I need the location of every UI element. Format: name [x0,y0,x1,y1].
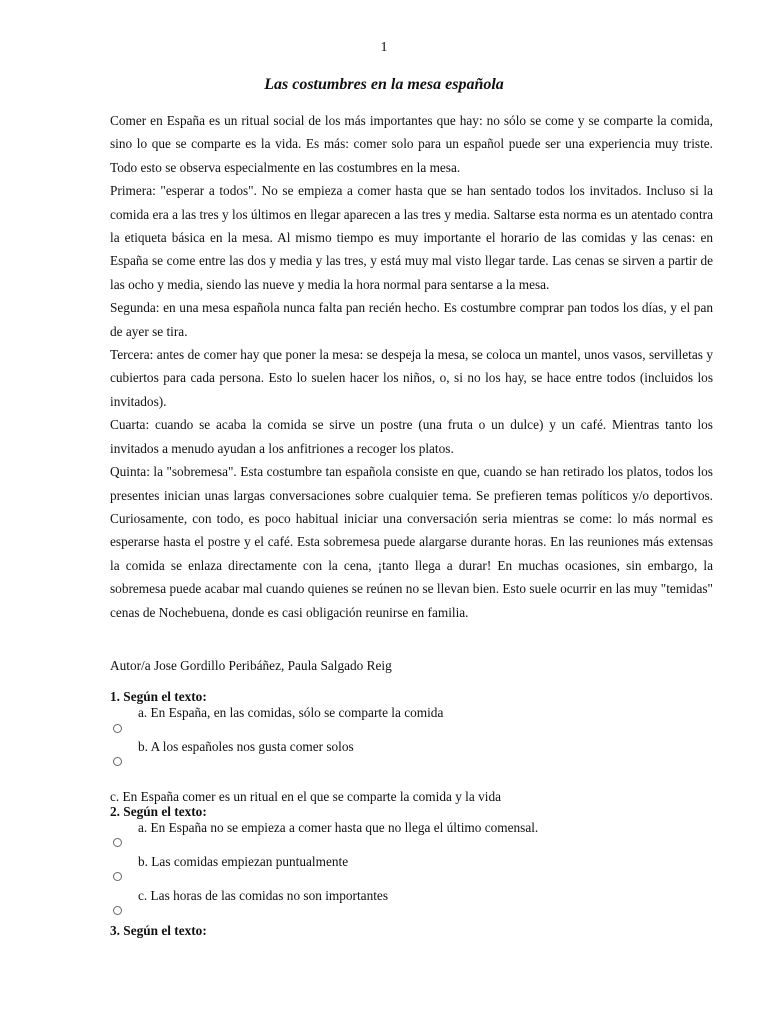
question-2-option-a-radio[interactable] [113,838,122,847]
question-2-heading: 2. Según el texto: [110,804,207,819]
question-3-heading: 3. Según el texto: [110,923,207,938]
custom-fifth-paragraph: Quinta: la "sobremesa". Esta costumbre tan española consiste en que, cuando se han retirado los platos, todos los presentes inician unas largas conversaciones sobre cualquier tema. Se prefieren temas políticos y/o deportivos. Curiosamente, con todo, es poco habitual iniciar una conversación seria mientras se come: lo más normal es esperarse hasta el postre y el café. Esta sobremesa puede alargarse durante horas. En las reuniones más extensas la comida se enlaza directamente con la cena, ¡tanto llega a durar! En muchas ocasiones, sin embargo, la sobremesa puede acabar mal cuando quienes se reúnen no se llevan bien. Esto suele ocurrir en las muy "temidas" cenas de Nochebuena, donde es casi obligación reunirse en familia. [110,464,713,620]
custom-second-paragraph: Segunda: en una mesa española nunca falta pan recién hecho. Es costumbre comprar pan todos los días, y el pan de ayer se tira. [110,300,713,339]
question-1-option-a-radio[interactable] [113,724,122,733]
question-2-option-a-label: a. En España no se empieza a comer hasta que no llega el último comensal. [138,820,539,835]
custom-third-paragraph: Tercera: antes de comer hay que poner la mesa: se despeja la mesa, se coloca un mantel, unos vasos, servilletas y cubiertos para cada persona. Esto lo suelen hacer los niños, o, si no los hay, se hace entre todos (incluidos los invitados). [110,347,713,409]
question-1-option-b-label: b. A los españoles nos gusta comer solos [138,739,354,754]
question-1-option-a-label: a. En España, en las comidas, sólo se comparte la comida [138,705,444,720]
custom-first-paragraph: Primera: "esperar a todos". No se empieza a comer hasta que se han sentado todos los invitados. Incluso si la comida era a las tres y los últimos en llegar aparecen a las tres y media. Saltarse esta norma es un atentado contra la etiqueta básica en la mesa. Al mismo tiempo es muy importante el horario de las comidas y las cenas: en España se come entre las dos y media y las tres, y está muy mal visto llegar tarde. Las cenas se sirven a partir de las ocho y media, siendo las nueve y media la hora normal para sentarse a la mesa. [110,183,713,292]
author-line: Autor/a Jose Gordillo Peribáñez, Paula Salgado Reig [110,658,392,673]
question-1-option-b-radio[interactable] [113,757,122,766]
question-2-option-b-label: b. Las comidas empiezan puntualmente [138,854,349,869]
question-2-option-c-radio[interactable] [113,906,122,915]
question-2-option-c-label: c. Las horas de las comidas no son importantes [138,888,388,903]
document-title: Las costumbres en la mesa española [264,76,504,93]
custom-fourth-paragraph: Cuarta: cuando se acaba la comida se sirve un postre (una fruta o un dulce) y un café. Mientras tanto los invitados a menudo ayudan a los anfitriones a recoger los platos. [110,417,713,456]
question-2-option-b-radio[interactable] [113,872,122,881]
page-number: 1 [380,40,388,55]
intro-paragraph: Comer en España es un ritual social de los más importantes que hay: no sólo se come y se comparte la comida, sino lo que se comparte es la vida. Es más: comer solo para un español puede ser una experiencia muy triste. Todo esto se observa especialmente en las costumbres en la mesa. [110,113,713,175]
quiz-section [110,0,730,1024]
question-1-heading: 1. Según el texto: [110,689,207,704]
question-1-option-c-label: c. En España comer es un ritual en el que se comparte la comida y la vida [110,789,501,804]
